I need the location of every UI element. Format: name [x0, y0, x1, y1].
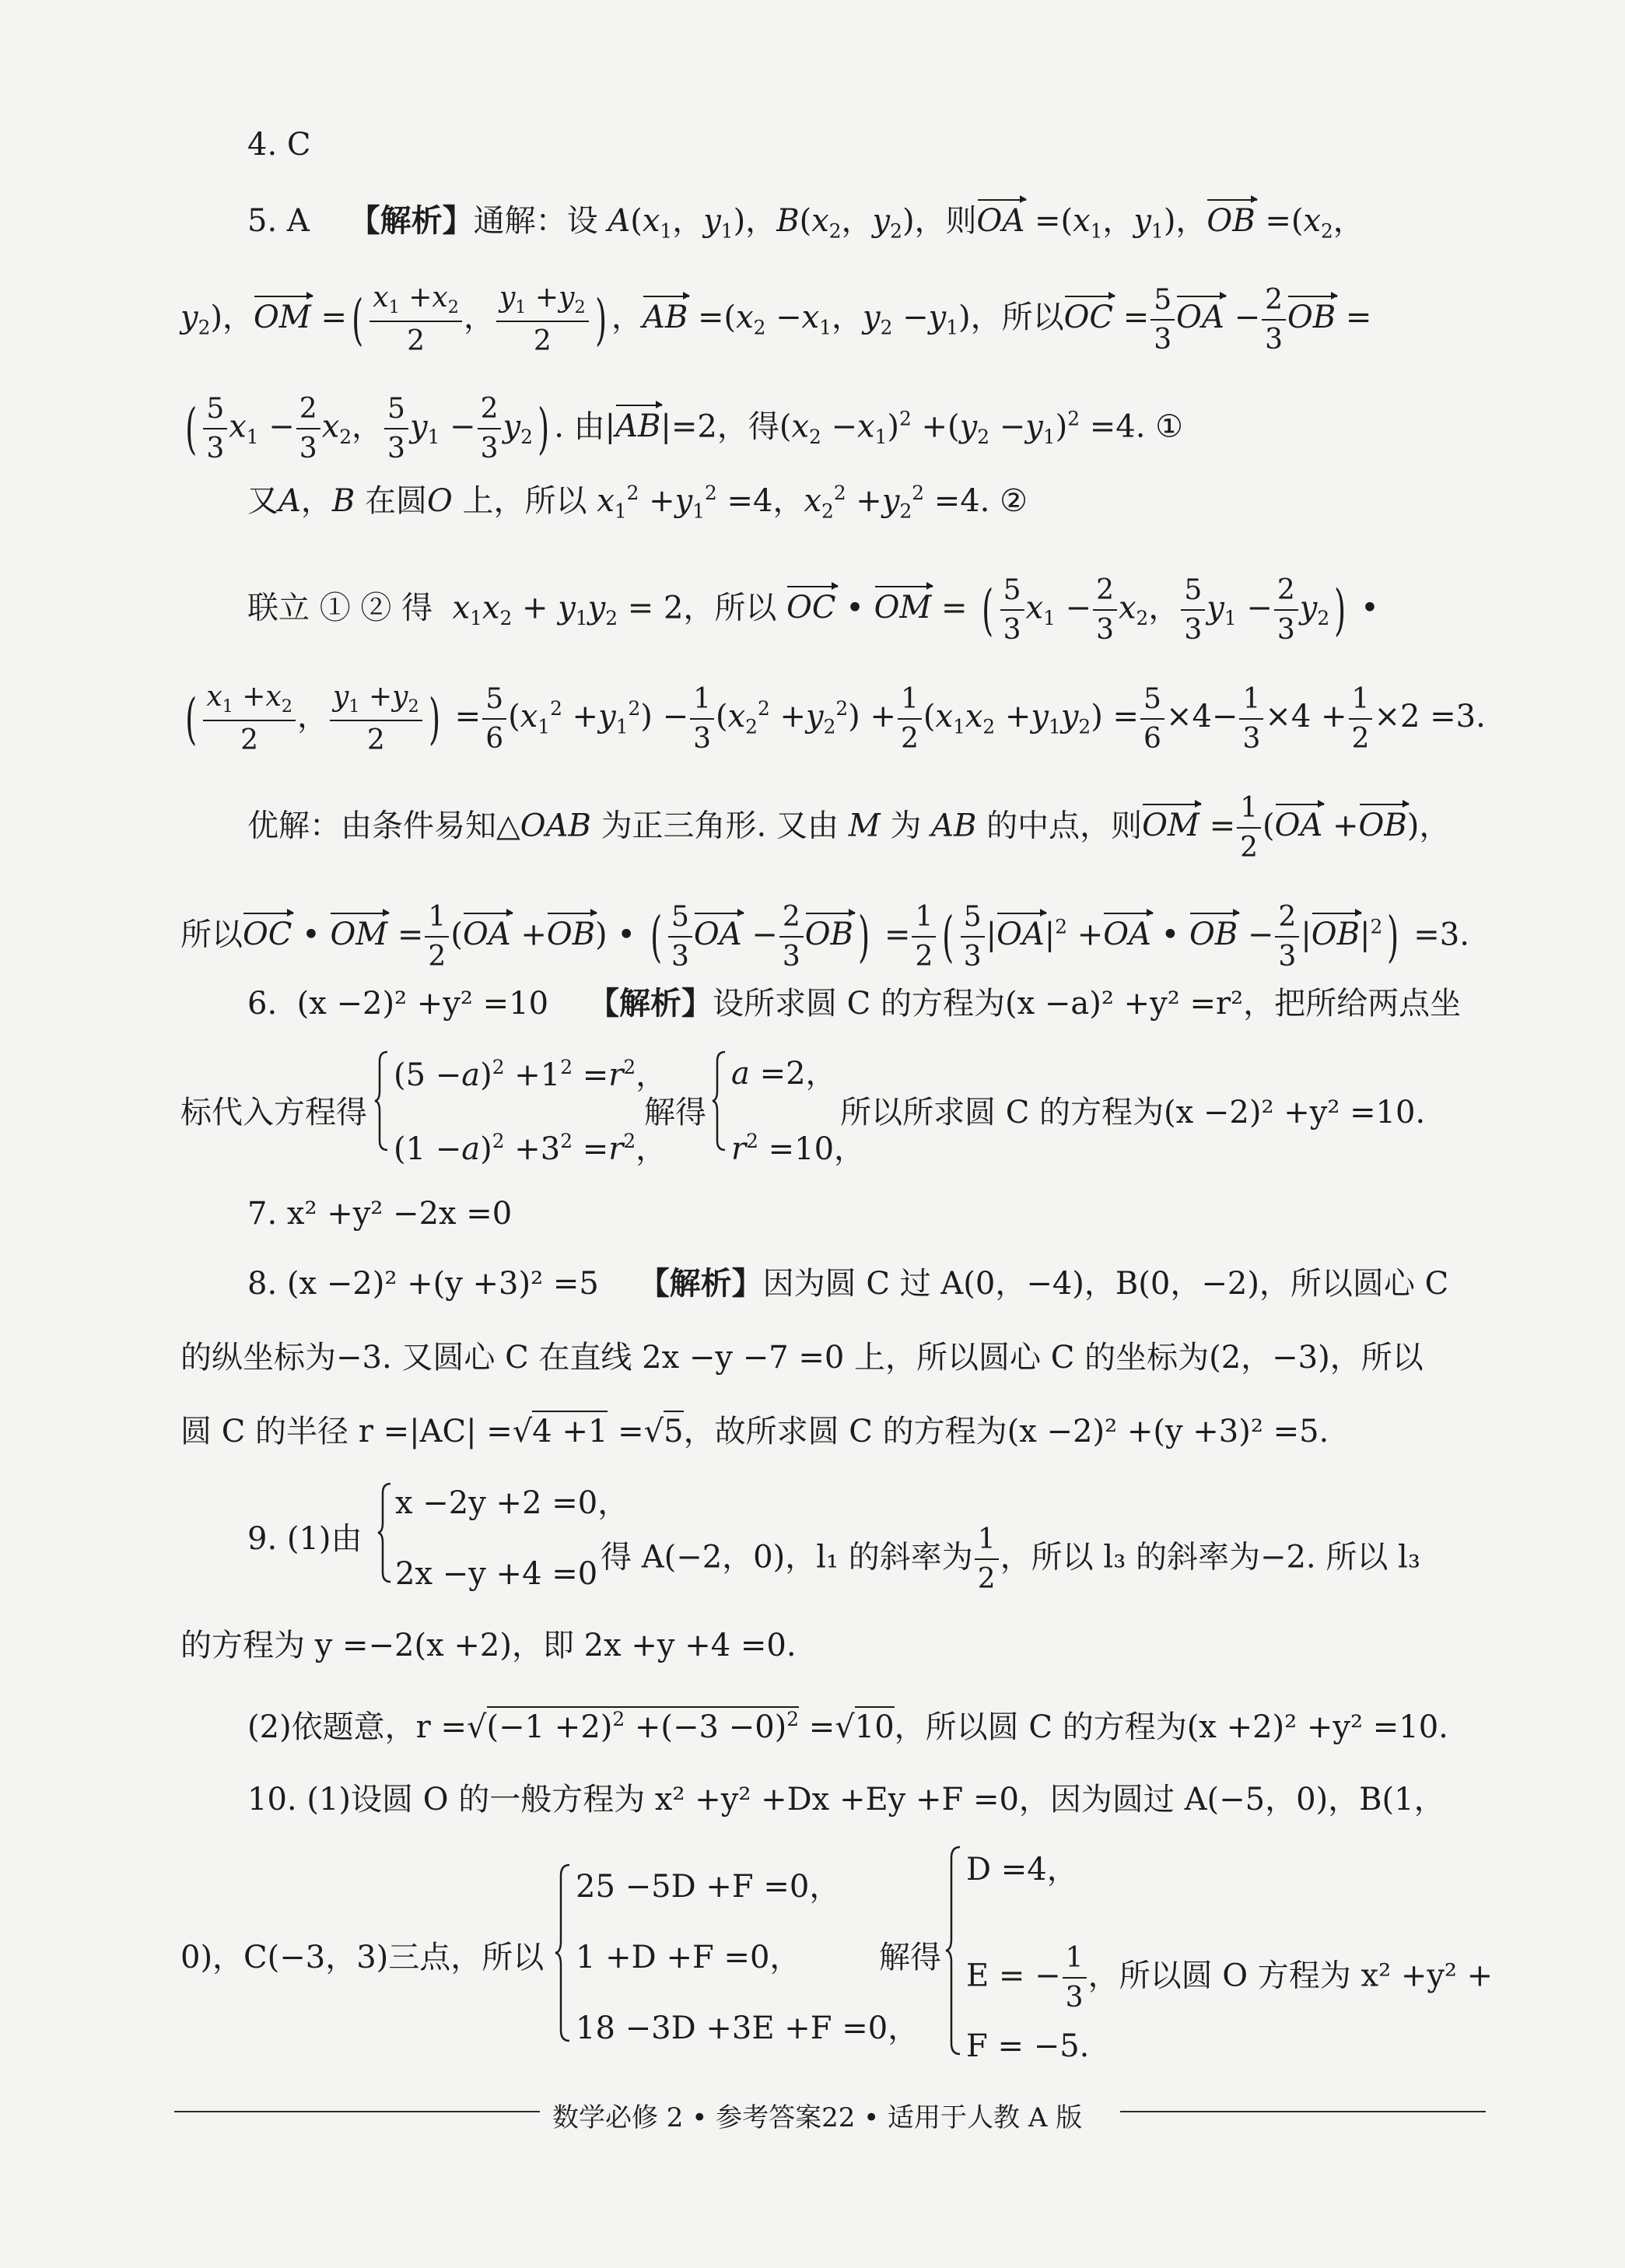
left-brace-icon [373, 1050, 390, 1152]
text-combine: 联立 ① ② 得 [247, 590, 433, 626]
result-part-1: ×4− [1165, 698, 1238, 734]
answer-5-line-3: ( $\frac{5}{3}$ $x_1$ − $\frac{2}{3}$ $x_2$， $\frac{5}{3}$ $y_1$ − $\frac{2}{3}$ $y_2$) . 由|AB|=2，得$(x_2 -x_1)^2 +(y_2 -y_1)^2 =4$. ① [185, 393, 1183, 465]
answer-6-line-1 [247, 985, 1462, 1022]
answer-8-answer: 8. (x −2)² +(y +3)² =5 [247, 1266, 599, 1302]
answer-9-part-2a: (2)依题意，r = [247, 1709, 468, 1745]
general-solution-label: 通解：设 [473, 203, 598, 239]
text-equilateral: 为正三角形. 又由 [601, 808, 839, 844]
answer-5-line-7: 优解：由条件易知△OAB 为正三角形. 又由 M 为 AB 的中点，则OM = $\frac{1}{2}$ (OA +OB)， [247, 792, 1451, 864]
answer-5-line-4: 又A，B 在圆O 上，所以 $x_1^2 +y_1^2 =4$，$x_2^2 +y_2^2 =4$. ② [247, 482, 1028, 523]
answer-8-text-3b: ，故所求圆 C 的方程为(x −2)² +(y +3)² =5. [683, 1414, 1329, 1449]
answer-5-line-2: $y_2$)，OM =( $\frac{x_1 +x_2}{2}$ ， $\frac{y_1 +y_2}{2}$ ) ，AB $=(x_2 -x_1$，$y_2 -y_1$)，所以OC = $\frac{5}{3}$ OA − $\frac{2}{3}$ OB = [180, 282, 1372, 358]
analysis-tag: 【解析】 [587, 985, 713, 1022]
system-10-eq3: 18 −3D +3E +F =0， [576, 2010, 919, 2046]
answer-5-line-1: 5. A 【解析】通解：设 $A(x_1$，$y_1$)，$B(x_2$，$y_2$)，则OA $=(x_1$，$y_1$)，OB $=(x_2$， [247, 202, 1364, 243]
system-10-sol2b: ，所以圆 O 方程为 x² +y² + [1087, 1958, 1494, 1994]
answer-6-text: 设所求圆 C 的方程为(x −a)² +y² =r²，把所给两点坐 [712, 986, 1462, 1022]
system-10-eq1: 25 −5D +F =0， [576, 1869, 841, 1905]
text-therefore: 所以 [180, 917, 243, 953]
answer-9-text-2: ，所以 l₃ 的斜率为−2. 所以 l₃ [1000, 1539, 1420, 1576]
left-brace-icon [554, 1863, 573, 2042]
analysis-tag: 【解析】 [638, 1265, 763, 1302]
text-on-circle: 在圆 [365, 482, 428, 519]
system-10-sol2a: E = − [966, 1958, 1061, 1994]
system-10-eq2: 1 +D +F =0， [576, 1940, 801, 1975]
system-10-sol3: F = −5. [966, 2028, 1090, 2064]
text-then: ，则 [914, 203, 977, 239]
answer-6-line-2-label: 标代入方程得 [180, 1095, 367, 1130]
answer-5-line-6: ( $\frac{x_1 +x_2}{2}$ ， $\frac{y_1 +y_2}{2}$ ) = $\frac{5}{6}$ $(x_1^2 +y_1^2)$ − $\frac{1}{3}$ $(x_2^2 +y_2^2)$ + $\frac{1}{2}$ $(x_1x_2 +y_1y_2)$ = $\frac{5}{6}$ ×4− $\frac{1}{3}$ ×4 + $\frac{1}{2}$ ×2 =3. [185, 681, 1486, 757]
text-is: 为 [890, 808, 922, 844]
sqrt-expression: $√(-1 +2)^2 +(-3 -0)^2 =√10$ [467, 1706, 895, 1745]
system-10-sol2: E = − $\frac{1}{3}$ ，所以圆 O 方程为 x² +y² + [966, 1942, 1494, 2014]
answer-8-line-2: 的纵坐标为−3. 又圆心 C 在直线 2x −y −7 =0 上，所以圆心 C 的坐标为(2，−3)，所以 [180, 1340, 1424, 1376]
answer-6-number: 6. [247, 986, 278, 1022]
equation-2: =4. ② [933, 482, 1028, 519]
answer-9-line-2: 的方程为 y =−2(x +2)，即 2x +y +4 =0. [180, 1628, 797, 1663]
optimal-solution-label: 优解：由条件易知△ [247, 808, 520, 844]
answer-5-line-8: 所以OC • OM = $\frac{1}{2}$ (OA +OB) • ( $\frac{5}{3}$ OA − $\frac{2}{3}$ OB) = $\frac{1}{2}$ ( $\frac{5}{3}$ $|OA|^2 +OA$ • OB − $\frac{2}{3}$ $|OB|^2) =3$. [180, 901, 1469, 973]
left-brace-icon [711, 1050, 728, 1152]
system-9-eq1: x −2y +2 =0， [395, 1485, 629, 1521]
system-6-sol1: a =2， [731, 1056, 837, 1092]
answer-9-part-2 [247, 1710, 1448, 1743]
footer-rule-left [174, 2111, 540, 2112]
answer-9-text-1: 得 A(−2，0)，l₁ 的斜率为 [601, 1539, 973, 1576]
answer-6-solve-label: 解得 [644, 1095, 706, 1130]
system-6-eq1: $(5 -a)^2 +1^2 =r^2$， [394, 1056, 667, 1093]
answer-9-head: 9. (1)由 [247, 1521, 362, 1557]
answer-6-answer: (x −2)² +y² =10 [296, 986, 549, 1022]
equation-1: =4. ① [1089, 408, 1183, 445]
text-so: ，所以 [970, 299, 1064, 335]
system-9-eq2: 2x −y +4 =0 [395, 1556, 598, 1592]
system-6-sol2: $r^2 =10$， [731, 1130, 866, 1167]
answer-10-line-1: 10. (1)设圆 O 的一般方程为 x² +y² +Dx +Ey +F =0，因为圆过 A(−5，0)，B(1， [247, 1782, 1445, 1818]
text-from: . 由 [554, 408, 605, 445]
answer-8-text-1: 因为圆 C 过 A(0，−4)，B(0，−2)，所以圆心 C [762, 1266, 1449, 1302]
text-get: =2，得 [671, 408, 779, 445]
answer-10-line-2: 0)，C(−3，3)三点，所以 [180, 1940, 545, 1975]
answer-8-line-1 [247, 1265, 1449, 1302]
left-brace-icon [944, 1846, 963, 2056]
answer-8-text-3a: 圆 C 的半径 r =|AC| = [180, 1414, 513, 1449]
answer-7: 7. x² +y² −2x =0 [247, 1196, 513, 1232]
text-midpoint: 的中点，则 [986, 808, 1143, 844]
text-on-so: 上，所以 [462, 482, 587, 519]
answer-4: 4. C [247, 127, 311, 163]
answer-5-choice: 5. A [247, 203, 310, 239]
answer-9-line-1: 得 A(−2，0)，l₁ 的斜率为 $\frac{1}{2}$ ，所以 l₃ 的斜率为−2. 所以 l₃ [601, 1523, 1420, 1596]
system-10-sol1: D =4， [966, 1852, 1078, 1888]
left-brace-icon [376, 1482, 394, 1583]
answer-10-solve-label: 解得 [879, 1940, 941, 1975]
answer-5-line-5: 联立 ① ② 得 $x_1x_2 + y_1y_2 = 2$，所以 OC • OM = ( $\frac{5}{3}$ $x_1$ − $\frac{2}{3}$ $x_2$， $\frac{5}{3}$ $y_1$ − $\frac{2}{3}$ $y_2$) • [247, 574, 1379, 647]
page-footer: 数学必修 2 • 参考答案22 • 适用于人教 A 版 [552, 2102, 1083, 2133]
answer-6-final: 所以所求圆 C 的方程为(x −2)² +y² =10. [840, 1095, 1426, 1130]
text-also: 又 [247, 482, 278, 519]
answer-8-line-3 [180, 1416, 1329, 1447]
answer-9-part-2b: ，所以圆 C 的方程为(x +2)² +y² =10. [894, 1709, 1448, 1745]
sqrt-expression: √4 +1 =√5 [513, 1411, 684, 1449]
result-part-2: =3. [1430, 698, 1486, 734]
system-6-eq2: $(1 -a)^2 +3^2 =r^2$， [394, 1130, 667, 1167]
footer-rule-right [1120, 2111, 1486, 2112]
analysis-tag: 【解析】 [348, 202, 474, 239]
equation-3: = 2，所以 [627, 590, 777, 626]
